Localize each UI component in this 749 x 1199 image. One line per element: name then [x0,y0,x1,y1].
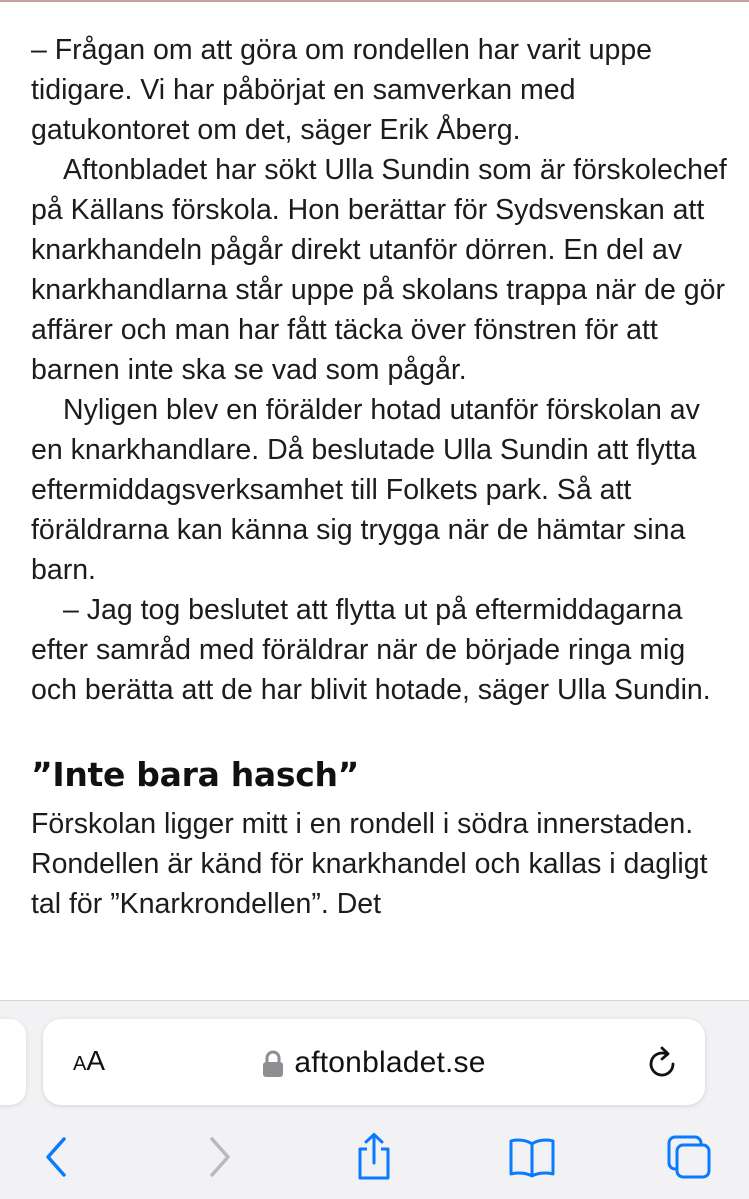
share-button[interactable] [346,1129,402,1185]
article-paragraph: – Jag tog beslutet att flytta ut på eftermiddagarna efter samråd med föräldrar när de började ringa mig och berätta att de har blivit hotade, säger Ulla Sundin. [31,594,711,706]
tabs-button[interactable] [661,1129,717,1185]
address-bar[interactable] [43,1019,705,1105]
article-paragraph: Nyligen blev en förälder hotad utanför förskolan av en knarkhandlare. Då beslutade Ulla Sundin att flytta eftermiddagsverksamhet till Folkets park. Så att föräldrarna kan känna sig trygga när de hämtar sina barn. [31,394,700,586]
forward-icon [204,1135,234,1179]
lock-icon [262,1050,284,1078]
share-icon [354,1132,394,1182]
article-body [31,30,731,924]
section-heading: ”Inte bara hasch” [31,755,360,794]
reader-label-small: A [73,1053,87,1075]
browser-toolbar [0,1000,749,1199]
forward-button[interactable] [191,1129,247,1185]
reader-settings-button[interactable] [73,1045,105,1081]
article-paragraph: Förskolan ligger mitt i en rondell i södra innerstaden. Rondellen är känd för knarkhandel och kallas i dagligt tal för ”Knarkrondellen”. Det [31,808,708,920]
previous-tab-preview[interactable] [0,1019,26,1105]
reader-label-large: A [86,1045,106,1076]
reload-icon[interactable] [643,1045,681,1083]
back-button[interactable] [29,1129,85,1185]
top-divider [0,0,749,2]
back-icon [42,1135,72,1179]
bookmarks-button[interactable] [504,1129,560,1185]
url-display [43,1043,705,1083]
article-paragraph: Aftonbladet har sökt Ulla Sundin som är förskolechef på Källans förskola. Hon berättar för Sydsvenskan att knarkhandeln pågår direkt utanför dörren. En del av knarkhandlarna står uppe på skolans trappa när de gör affärer och man har fått täcka över fönstren för att barnen inte ska se vad som pågår. [31,154,727,386]
tabs-icon [665,1133,713,1181]
bookmarks-icon [507,1136,557,1178]
article-paragraph: – Frågan om att göra om rondellen har varit uppe tidigare. Vi har påbörjat en samverkan med gatukontoret om det, säger Erik Åberg. [31,34,653,146]
url-domain[interactable]: aftonbladet.se [294,1046,486,1079]
navigation-bar [0,1121,749,1191]
